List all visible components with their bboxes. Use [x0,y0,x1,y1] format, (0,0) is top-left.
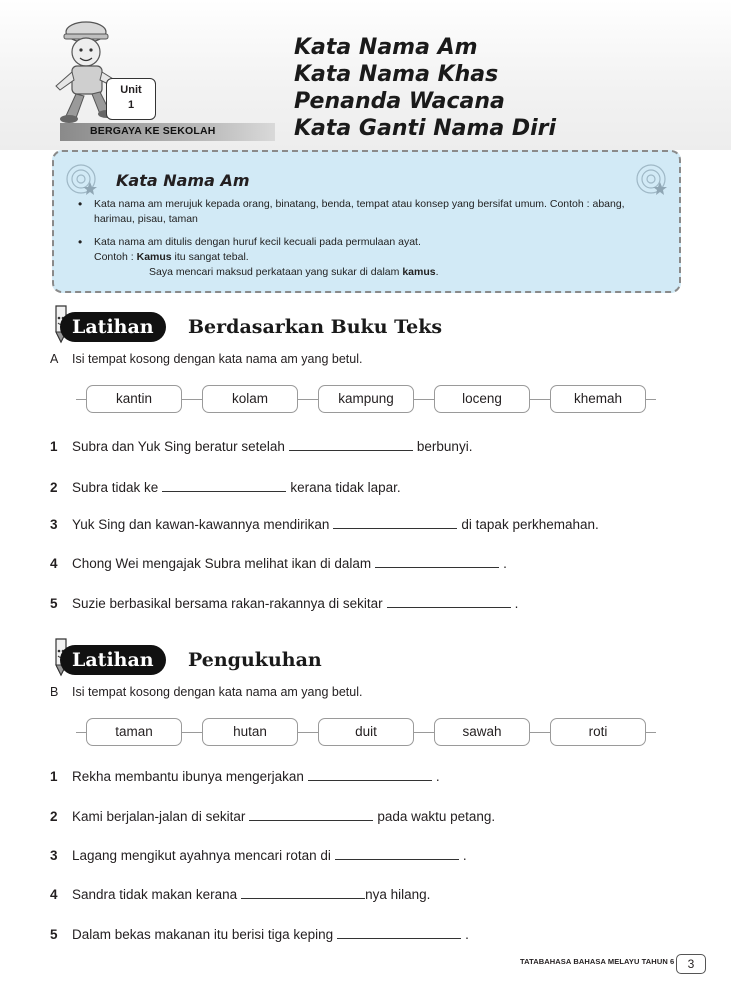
answer-blank[interactable] [249,809,373,821]
word-option: kantin [86,385,182,413]
question-number: 1 [50,439,58,454]
question-text: Yuk Sing dan kawan-kawannya mendirikan [72,517,330,532]
question-text: Subra dan Yuk Sing beratur setelah [72,439,285,454]
question-row [50,596,518,611]
question-text: Kami berjalan-jalan di sekitar [72,809,246,824]
example-bold: kamus [402,266,436,278]
word-bank-b [76,718,656,748]
example-text: . [435,266,439,278]
question-text: Sandra tidak makan kerana [72,887,238,902]
latihan-label: Latihan [60,312,166,342]
question-text: . [503,556,507,571]
section-letter: A [50,352,59,366]
example-text: itu sangat tebal. [171,251,249,263]
section-a-instruction [50,352,362,366]
word-option: hutan [202,718,298,746]
question-row [50,439,472,454]
answer-blank[interactable] [335,848,459,860]
question-row [50,887,430,902]
word-option: loceng [434,385,530,413]
question-text: . [514,596,519,611]
question-number: 4 [50,556,58,571]
question-number: 2 [50,809,58,824]
question-text: Subra tidak ke [72,480,159,495]
info-list [74,197,634,280]
question-text: Chong Wei mengajak Subra melihat ikan di dalam [72,556,372,571]
latihan-label: Latihan [60,645,166,675]
answer-blank[interactable] [387,596,511,608]
question-number: 1 [50,769,58,784]
question-text: nya hilang. [365,887,431,902]
question-number: 3 [50,517,58,532]
unit-title: Kata Nama Khas [294,62,499,87]
question-number: 5 [50,927,58,942]
word-option: sawah [434,718,530,746]
info-bullet: • Kata nama am merujuk kepada orang, binatang, benda, tempat atau konsep yang bersifat umum. Contoh : abang, harimau, pisau, taman [74,197,634,227]
info-bullet-text: Kata nama am ditulis dengan huruf kecil kecuali pada permulaan ayat. [94,236,421,248]
question-number: 5 [50,596,58,611]
example-text: Saya mencari maksud perkataan yang sukar di dalam [149,266,403,278]
answer-blank[interactable] [375,556,499,568]
example-prefix: Contoh : [94,251,137,263]
swirl-star-icon [634,162,668,196]
instruction-text: Isi tempat kosong dengan kata nama am yang betul. [72,352,363,366]
unit-title: Penanda Wacana [294,89,505,114]
question-text: berbunyi. [416,439,473,454]
question-text: . [435,769,440,784]
answer-blank[interactable] [162,480,286,492]
unit-title: Kata Nama Am [294,35,478,60]
word-option: taman [86,718,182,746]
question-number: 2 [50,480,58,495]
question-row [50,809,495,824]
example-bold: Kamus [136,251,172,263]
unit-title: Kata Ganti Nama Diri [294,116,557,141]
answer-blank[interactable] [333,517,457,529]
word-option: duit [318,718,414,746]
info-bullet [74,235,634,280]
unit-number: 1 [127,99,135,111]
word-bank-a [76,385,656,415]
question-row [50,848,467,863]
unit-theme: BERGAYA KE SEKOLAH [90,125,216,137]
section-letter: B [50,685,59,699]
question-text: Dalam bekas makanan itu berisi tiga keping [72,927,334,942]
question-number: 4 [50,887,58,902]
info-title: Kata Nama Am [116,171,250,190]
word-option: roti [550,718,646,746]
unit-theme-strip [60,123,275,141]
question-text: Rekha membantu ibunya mengerjakan [72,769,304,784]
page-number: 3 [676,954,706,974]
question-text: . [462,848,467,863]
word-option: kampung [318,385,414,413]
section-b-instruction [50,685,362,699]
question-text: kerana tidak lapar. [290,480,401,495]
question-row [50,480,401,495]
word-option: kolam [202,385,298,413]
answer-blank[interactable] [308,769,432,781]
question-row [50,769,440,784]
instruction-text: Isi tempat kosong dengan kata nama am yang betul. [72,685,363,699]
swirl-star-icon [64,162,98,196]
section-title: Berdasarkan Buku Teks [188,316,443,338]
info-box [52,150,681,293]
example-line [94,265,634,280]
question-row [50,556,507,571]
answer-blank[interactable] [241,887,365,899]
unit-titles [294,34,556,142]
book-title-footer: TATABAHASA BAHASA MELAYU TAHUN 6 [520,957,675,966]
question-number: 3 [50,848,58,863]
answer-blank[interactable] [337,927,461,939]
section-title: Pengukuhan [188,649,322,671]
question-text: Lagang mengikut ayahnya mencari rotan di [72,848,331,863]
unit-label: Unit [120,84,142,96]
question-text: . [465,927,469,942]
question-row [50,517,599,532]
question-row [50,927,469,942]
question-text: pada waktu petang. [377,809,496,824]
question-text: Suzie berbasikal bersama rakan-rakannya di sekitar [72,596,383,611]
answer-blank[interactable] [289,439,413,451]
question-text: di tapak perkhemahan. [461,517,599,532]
word-option: khemah [550,385,646,413]
unit-badge [106,78,156,120]
